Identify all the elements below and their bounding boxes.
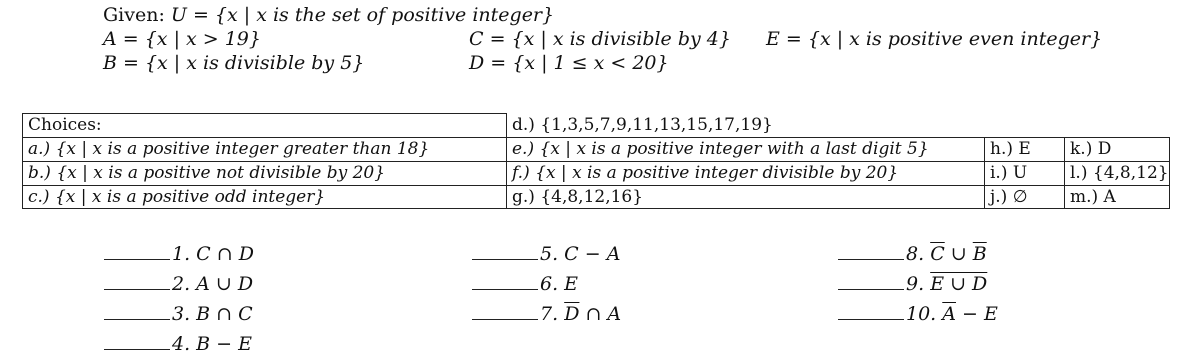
question-8-complement-b: $\overline{B}$ <box>972 243 987 265</box>
choice-b: b.) {x | x is a positive not divisible by 20} <box>28 163 386 183</box>
answer-blank[interactable] <box>472 241 538 260</box>
question-4 <box>104 331 252 356</box>
question-10-number: 10. <box>906 303 937 325</box>
choice-d: d.) {1,3,5,7,9,11,13,15,17,19} <box>512 115 773 135</box>
question-8 <box>838 241 987 266</box>
answer-blank[interactable] <box>838 241 904 260</box>
answer-blank[interactable] <box>104 271 170 290</box>
set-a-definition: A = {x | x > 19} <box>103 28 261 50</box>
question-9 <box>838 271 987 296</box>
choice-c: c.) {x | x is a positive odd integer} <box>28 187 326 207</box>
choice-l: l.) {4,8,12} <box>1070 163 1169 183</box>
answer-blank[interactable] <box>104 301 170 320</box>
question-6 <box>472 271 578 296</box>
answer-blank[interactable] <box>104 331 170 350</box>
question-3 <box>104 301 253 326</box>
choice-i: i.) U <box>990 163 1028 183</box>
choice-m: m.) A <box>1070 187 1116 207</box>
question-7-complement-d: $\overline{D}$ <box>564 303 580 325</box>
question-9-number: 9. <box>906 273 925 295</box>
choice-g: g.) {4,8,12,16} <box>512 187 644 207</box>
choice-e: e.) {x | x is a positive integer with a last digit 5} <box>512 139 929 159</box>
question-4-text: 4. B − E <box>172 333 252 355</box>
question-8-number: 8. <box>906 243 925 265</box>
table-border <box>984 137 985 209</box>
answer-blank[interactable] <box>472 301 538 320</box>
table-border <box>22 208 1170 209</box>
question-10-complement-a: $\overline{A}$ <box>942 303 956 325</box>
set-e-definition: E = {x | x is positive even integer} <box>766 28 1103 50</box>
choices-header: Choices: <box>28 115 102 135</box>
set-u-definition: U = {x | x is the set of positive integer} <box>170 4 555 26</box>
question-9-complement-expression: E ∪ D <box>930 273 988 295</box>
question-2-text: 2. A ∪ D <box>172 273 254 295</box>
choices-table <box>22 113 1170 209</box>
table-border <box>1169 137 1170 209</box>
question-5-text: 5. C − A <box>540 243 621 265</box>
question-7 <box>472 301 621 326</box>
question-10-rest: − E <box>962 303 998 325</box>
question-10 <box>838 301 998 326</box>
table-border <box>506 113 507 209</box>
question-3-text: 3. B ∩ C <box>172 303 253 325</box>
answer-blank[interactable] <box>838 271 904 290</box>
question-1 <box>104 241 254 266</box>
question-1-text: 1. C ∩ D <box>172 243 254 265</box>
set-b-definition: B = {x | x is divisible by 5} <box>103 52 365 74</box>
given-heading-line <box>103 4 554 26</box>
choice-k: k.) D <box>1070 139 1112 159</box>
question-2 <box>104 271 253 296</box>
question-8-complement-c: $\overline{C}$ <box>930 243 945 265</box>
question-6-text: 6. E <box>540 273 579 295</box>
question-7-number: 7. <box>540 303 559 325</box>
set-c-definition: C = {x | x is divisible by 4} <box>469 28 731 50</box>
given-heading: Given: <box>103 4 165 26</box>
choice-a: a.) {x | x is a positive integer greater than 18} <box>28 139 430 159</box>
answer-blank[interactable] <box>104 241 170 260</box>
table-border <box>1064 137 1065 209</box>
set-d-definition: D = {x | 1 ≤ x < 20} <box>469 52 669 74</box>
question-7-rest: ∩ A <box>585 303 622 325</box>
question-8-union: ∪ <box>950 243 967 265</box>
answer-blank[interactable] <box>838 301 904 320</box>
question-5 <box>472 241 620 266</box>
choice-f: f.) {x | x is a positive integer divisible by 20} <box>512 163 899 183</box>
choice-h: h.) E <box>990 139 1031 159</box>
choice-j: j.) ∅ <box>990 187 1028 207</box>
answer-blank[interactable] <box>472 271 538 290</box>
table-border <box>22 113 23 209</box>
